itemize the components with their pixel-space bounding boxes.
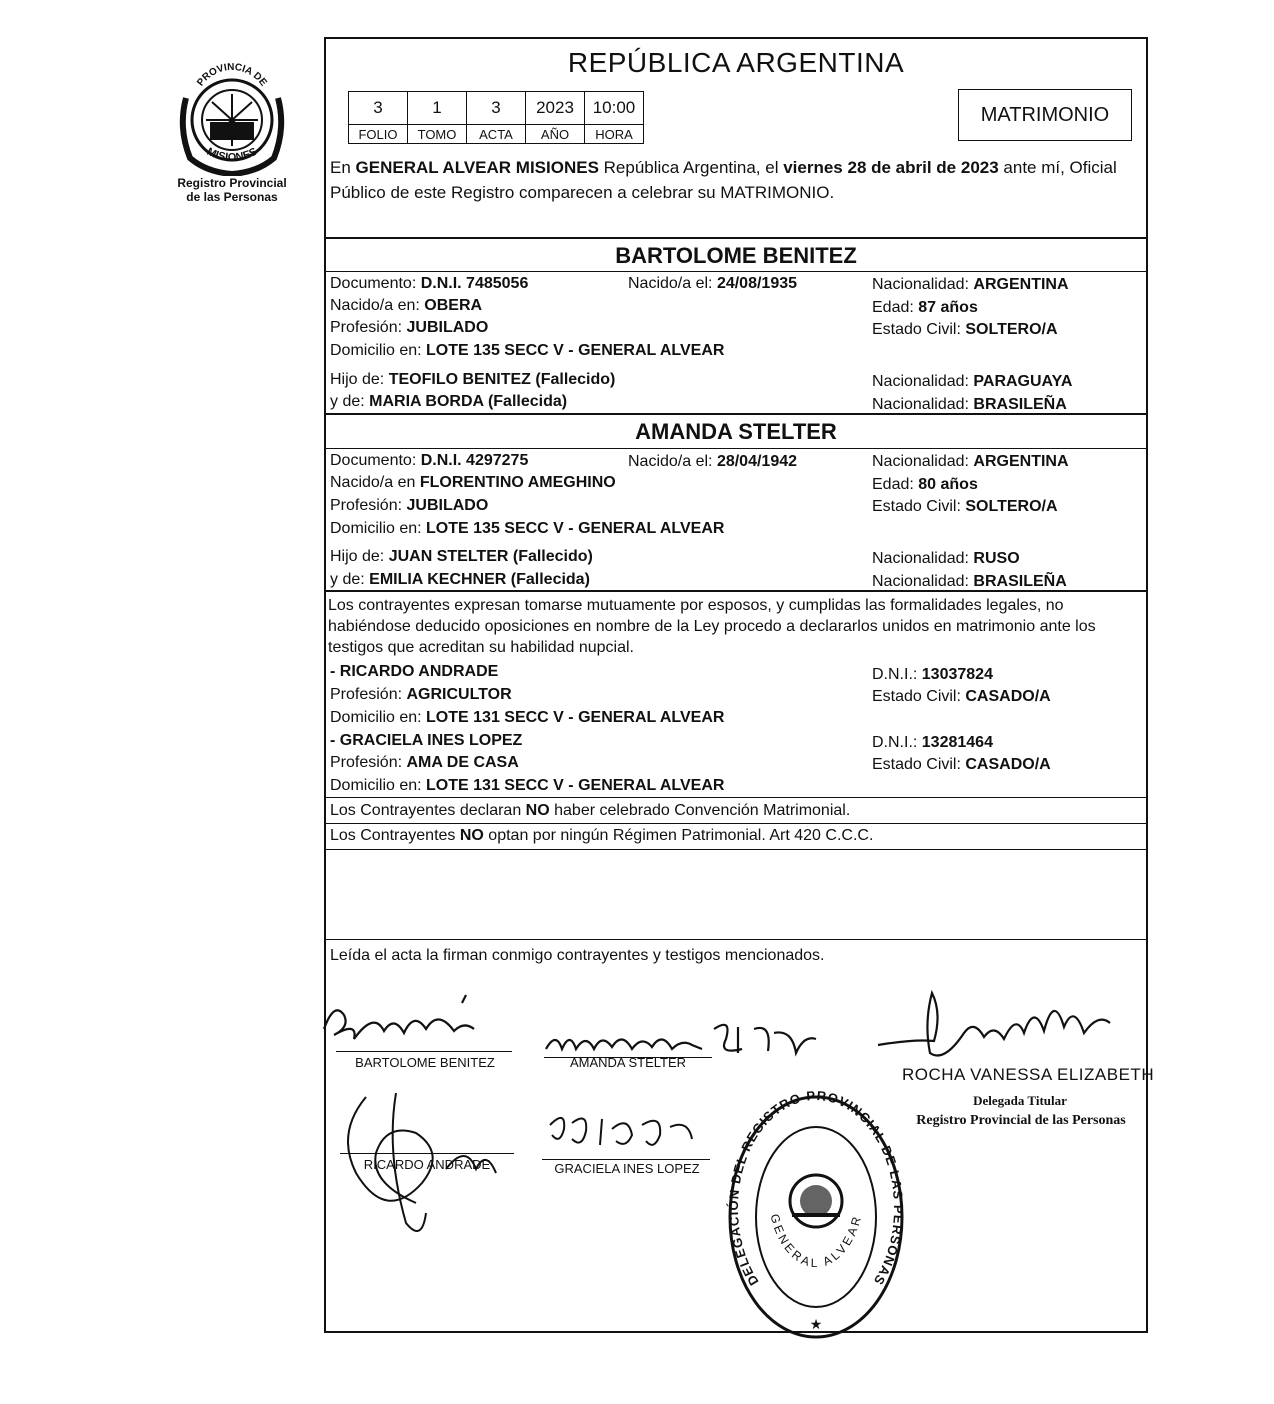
tomo-label: TOMO [408, 125, 467, 144]
intro-date: viernes 28 de abril de 2023 [783, 158, 999, 177]
value: AGRICULTOR [406, 686, 512, 703]
value: 87 años [918, 299, 978, 316]
divider [326, 797, 1146, 798]
label: y de: [330, 571, 370, 588]
bride-father-nationality [872, 549, 1020, 569]
value: - RICARDO ANDRADE [330, 663, 499, 680]
value: LOTE 135 SECC V - GENERAL ALVEAR [426, 520, 725, 537]
intro-text-1: En [330, 158, 356, 177]
divider [326, 590, 1146, 592]
label: Nacionalidad: [872, 550, 974, 567]
groom-signature-label: BARTOLOME BENITEZ [355, 1055, 495, 1070]
groom-age [872, 298, 978, 318]
label: Edad: [872, 476, 919, 493]
value: 24/08/1935 [716, 275, 798, 292]
groom-address [330, 341, 724, 361]
label: Domicilio en: [330, 777, 427, 794]
groom-birth-date [628, 274, 797, 294]
value: 80 años [918, 476, 978, 493]
value: LOTE 135 SECC V - GENERAL ALVEAR [426, 342, 725, 359]
bride-father [330, 547, 593, 567]
value: RUSO [973, 550, 1020, 567]
svg-text:PROVINCIA DE: PROVINCIA DE [195, 61, 269, 89]
label: Profesión: [330, 754, 407, 771]
groom-father-nationality [872, 372, 1072, 392]
divider [326, 413, 1146, 415]
value: FLORENTINO AMEGHINO [419, 474, 616, 491]
label: Hijo de: [330, 371, 389, 388]
witness1-marital-status [872, 687, 1051, 707]
regime-statement [330, 826, 873, 846]
value: CASADO/A [965, 688, 1051, 705]
bride-birth-date [628, 452, 797, 472]
value: D.N.I. 4297275 [420, 452, 529, 469]
label: Hijo de: [330, 548, 389, 565]
groom-profession [330, 318, 488, 338]
label: D.N.I.: [872, 734, 922, 751]
witness2-dni [872, 733, 993, 753]
label: Domicilio en: [330, 709, 427, 726]
groom-name-heading: BARTOLOME BENITEZ [615, 243, 857, 268]
intro-place: GENERAL ALVEAR MISIONES [355, 158, 599, 177]
value: 13037824 [921, 666, 993, 683]
groom-document [330, 274, 528, 294]
official-role: Delegada Titular [973, 1093, 1067, 1108]
intro-paragraph [330, 155, 1144, 205]
registry-caption-line1: Registro Provincial [177, 176, 287, 190]
value: CASADO/A [965, 756, 1051, 773]
value: JUAN STELTER (Fallecido) [388, 548, 593, 565]
bride-name-heading: AMANDA STELTER [635, 419, 837, 444]
tomo-value: 1 [408, 92, 467, 125]
label: Domicilio en: [330, 520, 427, 537]
divider [326, 823, 1146, 824]
text: Los Contrayentes declaran [330, 802, 526, 819]
acta-label: ACTA [467, 125, 526, 144]
label: Documento: [330, 275, 421, 292]
folio-value: 3 [349, 92, 408, 125]
label: Domicilio en: [330, 342, 427, 359]
witness2-name [330, 731, 522, 751]
witness2-profession [330, 753, 519, 773]
intro-text-2: República Argentina, el [598, 158, 784, 177]
witness2-signature-line [542, 1159, 710, 1160]
document-title: REPÚBLICA ARGENTINA [567, 47, 905, 78]
label: Profesión: [330, 319, 407, 336]
label: Estado Civil: [872, 756, 966, 773]
value: JUBILADO [406, 319, 489, 336]
marriage-certificate [324, 37, 1155, 1333]
value: BRASILEÑA [973, 573, 1067, 590]
bride-signature-label: AMANDA STELTER [569, 1055, 687, 1070]
value: SOLTERO/A [965, 498, 1058, 515]
emphasis: NO [525, 802, 550, 819]
value: D.N.I. 7485056 [420, 275, 529, 292]
witness1-signature-label: RICARDO ANDRADE [363, 1157, 491, 1172]
witness2-signature-label: GRACIELA INES LOPEZ [554, 1161, 700, 1176]
value: PARAGUAYA [973, 373, 1073, 390]
divider [326, 939, 1146, 940]
value: JUBILADO [406, 497, 489, 514]
value: LOTE 131 SECC V - GENERAL ALVEAR [426, 777, 725, 794]
label: Profesión: [330, 686, 407, 703]
value: ARGENTINA [973, 453, 1069, 470]
witness2-address [330, 776, 724, 796]
label: Nacionalidad: [872, 396, 974, 413]
acta-value: 3 [467, 92, 526, 125]
official-name: ROCHA VANESSA ELIZABETH [902, 1065, 1155, 1084]
label: Nacionalidad: [872, 573, 974, 590]
divider [326, 237, 1146, 239]
label: Estado Civil: [872, 321, 966, 338]
bride-mother [330, 570, 590, 590]
svg-text:DELEGACIÓN DEL REGISTRO PROVIN: DELEGACIÓN DEL REGISTRO PROVINCIAL DE LAS PERSONAS [726, 1091, 906, 1289]
registry-caption [162, 176, 302, 204]
label: Estado Civil: [872, 498, 966, 515]
hora-value: 10:00 [585, 92, 644, 125]
value: TEOFILO BENITEZ (Fallecido) [388, 371, 616, 388]
record-type-box: MATRIMONIO [958, 89, 1132, 141]
label: y de: [330, 393, 370, 410]
value: BRASILEÑA [973, 396, 1067, 413]
label: Profesión: [330, 497, 407, 514]
label: Edad: [872, 299, 919, 316]
value: LOTE 131 SECC V - GENERAL ALVEAR [426, 709, 725, 726]
groom-mother-nationality [872, 395, 1067, 415]
witness2-signature [542, 1105, 702, 1165]
bride-marital-status [872, 497, 1058, 517]
witness1-name [330, 662, 498, 682]
label: D.N.I.: [872, 666, 922, 683]
official-organization: Registro Provincial de las Personas [916, 1113, 1126, 1128]
value: - GRACIELA INES LOPEZ [330, 732, 523, 749]
groom-birthplace [330, 296, 482, 316]
bride-age [872, 475, 978, 495]
bride-signature [542, 1009, 822, 1089]
registry-caption-line2: de las Personas [186, 190, 278, 204]
divider [326, 448, 1146, 449]
witness1-profession [330, 685, 512, 705]
intro-text-3: ante mí, Oficial Público de este Registro comparecen a celebrar su MATRIMONIO. [330, 158, 1117, 202]
bride-birthplace [330, 473, 616, 493]
groom-mother [330, 392, 567, 412]
svg-text:★: ★ [809, 1317, 823, 1333]
value: EMILIA KECHNER (Fallecida) [369, 571, 590, 588]
anio-label: AÑO [526, 125, 585, 144]
value: SOLTERO/A [965, 321, 1058, 338]
delegation-stamp [726, 1091, 906, 1341]
official-signature [874, 983, 1134, 1073]
divider [326, 849, 1146, 850]
emphasis: NO [459, 827, 484, 844]
anio-value: 2023 [526, 92, 585, 125]
label: Nacido/a en: [330, 297, 425, 314]
folio-label: FOLIO [349, 125, 408, 144]
text: optan por ningún Régimen Patrimonial. Art 420 C.C.C. [483, 827, 874, 844]
witness1-address [330, 708, 724, 728]
value: MARIA BORDA (Fallecida) [369, 393, 568, 410]
stamp-seal-icon [726, 1091, 906, 1341]
value: 13281464 [921, 734, 993, 751]
declaration-paragraph: Los contrayentes expresan tomarse mutuamente por esposos, y cumplidas las formalidades legales, no habiéndose deducido oposiciones en nombre de la Ley procedo a declararlos unidos en matrimonio ante los testigos que acreditan su habilidad nupcial. [328, 597, 1096, 656]
text: haber celebrado Convención Matrimonial. [549, 802, 851, 819]
bride-mother-nationality [872, 572, 1067, 592]
bride-address [330, 519, 724, 539]
label: Nacionalidad: [872, 373, 974, 390]
label: Documento: [330, 452, 421, 469]
value: 28/04/1942 [716, 453, 798, 470]
groom-signature-line [336, 1051, 512, 1052]
bride-nationality [872, 452, 1069, 472]
groom-father [330, 370, 615, 390]
provincial-seal-logo [176, 58, 288, 176]
svg-text:MISIONES: MISIONES [204, 145, 260, 164]
label: Estado Civil: [872, 688, 966, 705]
groom-nationality [872, 275, 1069, 295]
svg-text:GENERAL ALVEAR: GENERAL ALVEAR [767, 1212, 865, 1271]
witness1-signature-line [340, 1153, 514, 1154]
witness1-dni [872, 665, 993, 685]
label: Nacido/a el: [628, 275, 717, 292]
label: Nacionalidad: [872, 276, 974, 293]
groom-marital-status [872, 320, 1058, 340]
label: Nacido/a el: [628, 453, 717, 470]
text: Los Contrayentes [330, 827, 460, 844]
value: AMA DE CASA [406, 754, 519, 771]
value: ARGENTINA [973, 276, 1069, 293]
record-metadata-table [348, 91, 644, 144]
label: Nacionalidad: [872, 453, 974, 470]
divider [326, 271, 1146, 272]
reading-statement: Leída el acta la firman conmigo contrayentes y testigos mencionados. [330, 947, 825, 964]
bride-document [330, 451, 528, 471]
label: Nacido/a en [330, 474, 420, 491]
bride-profession [330, 496, 488, 516]
seal-emblem-icon [176, 58, 288, 176]
value: OBERA [424, 297, 483, 314]
hora-label: HORA [585, 125, 644, 144]
convention-statement [330, 801, 850, 821]
witness2-marital-status [872, 755, 1051, 775]
